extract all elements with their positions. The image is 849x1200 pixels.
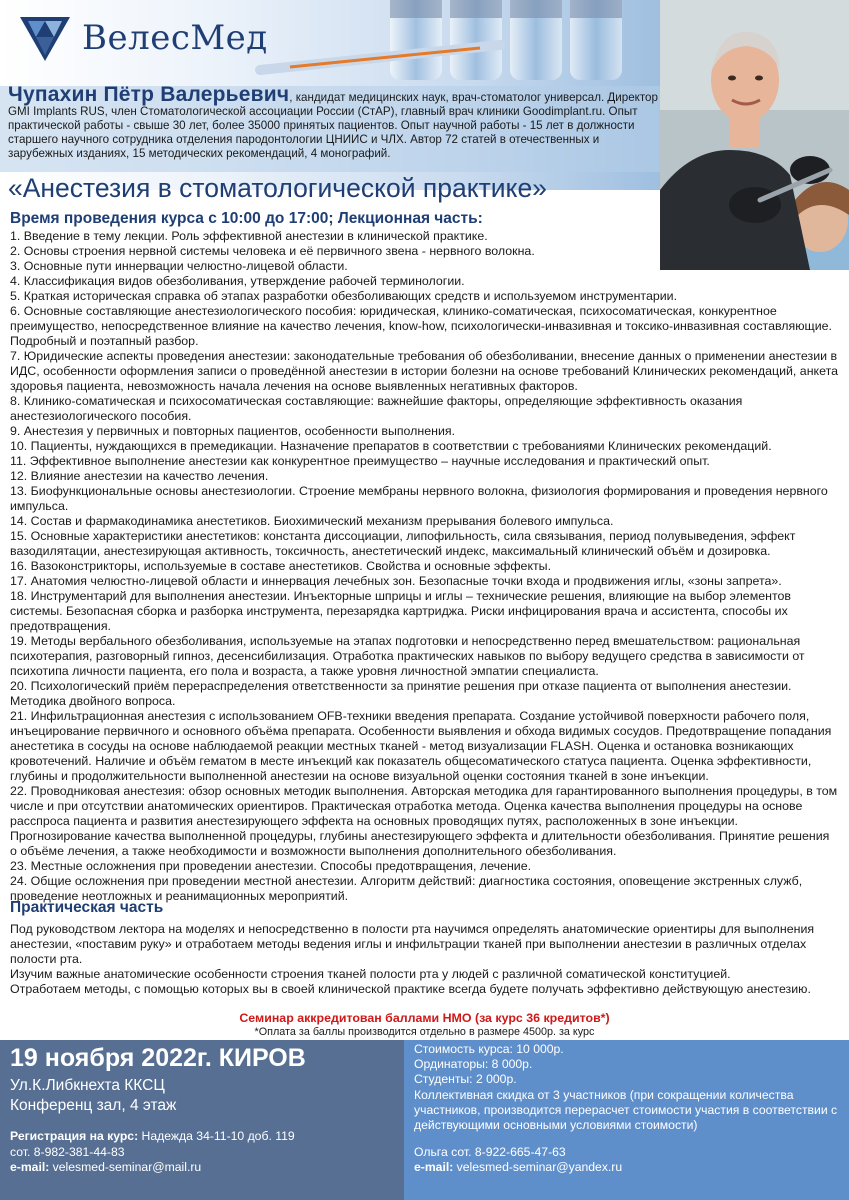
lecture-item: 17. Анатомия челюстно-лицевой области и иннервация лечебных зон. Безопасные точки входа и продвижения иглы, «зоны запрета».	[10, 574, 782, 588]
lecture-item: 22. Проводниковая анестезия: обзор основных методик выполнения. Авторская методика для гарантированного выполнения процедуры, в том числе и при отсутствии анатомических ориентиров. Практическая отработка метода. Оценка качества выполнения процедуры на основе расспроса пациента и развития анестезирующего эффекта на основных проводящих путях, расположенных в зоне инъекции. Прогнозирование качества выполненной процедуры, глубины анестезирующего эффекта и длительности обезболивания. Принятие решения о объёме лечения, а также необходимости и возможности выполнения дополнительного обезболивания.	[10, 784, 838, 858]
lecture-item: 16. Вазоконстрикторы, используемые в составе анестетиков. Свойства и основные эффекты.	[10, 559, 552, 573]
pricing-list	[414, 1042, 844, 1133]
lecture-item: 21. Инфильтрационная анестезия с использованием OFB-техники введения препарата. Создание устойчивой поверхности рабочего поля, инъецирование первичного и основного объёма препарата. Особенности выявления и обхода видимых сосудов. Предотвращение попадания анестетика в сосуды на основе наблюдаемой реакции местных тканей - метод визуализации FLASH. Оценка и остановка возникающих кровотечений. Наличие и объём гематом в месте инъекций как показатель общесоматического статуса пациента. Оценка эффективности, глубины и продолжительности выполненной анестезии на основе визуальной оценки состояния тканей в зоне инъекции.	[10, 709, 832, 783]
lecture-item: 8. Клинико-соматическая и психосоматическая составляющие: важнейшие факторы, определяющие эффективность оказания анестезиологического пособия.	[10, 394, 743, 423]
author-info	[8, 83, 658, 161]
practical-paragraph: Отработаем методы, с помощью которых вы в своей клинической практике всегда будете получать эффективно действующую анестезию.	[10, 982, 811, 996]
lecture-item: 10. Пациенты, нуждающихся в премедикации. Назначение препаратов в соответствии с требованиями Клинических рекомендаций.	[10, 439, 772, 453]
lecture-item: 19. Методы вербального обезболивания, используемые на этапах подготовки и непосредственно перед вмешательством: рациональная психотерапия, разговорный гипноз, десенсибилизация. Отработка практических навыков по выбору ведущего средства в зависимости от психотипа личности пациента, его пола и возраста, а также уровня личностной эмпатии специалиста.	[10, 634, 805, 678]
practical-paragraph: Изучим важные анатомические особенности строения тканей полости рта у людей с различной соматической конституцией.	[10, 967, 731, 981]
registration-phone: сот. 8-982-381-44-83	[10, 1145, 125, 1159]
lecture-list	[10, 229, 838, 904]
lecture-item: 14. Состав и фармакодинамика анестетиков. Биохимический механизм прерывания болевого импульса.	[10, 514, 614, 528]
accreditation-note: *Оплата за баллы производится отдельно в размере 4500р. за курс	[254, 1026, 595, 1038]
lecture-item: 6. Основные составляющие анестезиологического пособия: юридическая, клинико-соматическая, психосоматическая, конкурентное преимущество, непосредственное влияние на качество лечения, know-how, психологически-инвазивная и токсико-инвазивная составляющие. Подробный и поэтапный разбор.	[10, 304, 832, 348]
lecture-item: 24. Общие осложнения при проведении местной анестезии. Алгоритм действий: диагностика состояния, оповещение экстренных служб, проведение неотложных и реанимационных мероприятий.	[10, 874, 803, 903]
pricing-email-link[interactable]: velesmed-seminar@yandex.ru	[453, 1160, 623, 1174]
lecture-item: 1. Введение в тему лекции. Роль эффективной анестезии в клинической практике.	[10, 229, 488, 243]
registration-contact: Надежда 34-11-10 доб. 119	[138, 1129, 295, 1143]
syringe-icon	[250, 40, 510, 80]
lecture-item: 15. Основные характеристики анестетиков: константа диссоциации, липофильность, сила связывания, период полувыведения, эффект вазодилятации, анестезирующая активность, токсичность, анестетический индекс, максимальный клинический объём и дозировка.	[10, 529, 796, 558]
email-label: e-mail:	[10, 1160, 50, 1174]
author-name: Чупахин Пётр Валерьевич	[8, 83, 290, 106]
registration-label: Регистрация на курс:	[10, 1129, 139, 1143]
lecture-item: 3. Основные пути иннервации челюстно-лицевой области.	[10, 259, 348, 273]
group-discount: Коллективная скидка от 3 участников (при сокращении количества участников, производится перерасчет стоимости участия в соответствии с действующими основными условиями стоимости)	[414, 1087, 838, 1133]
practical-paragraph: Под руководством лектора на моделях и непосредственно в полости рта научимся определять анатомические ориентиры для выполнения анестезии, «поставим руку» и отработаем методы ведения иглы и инфильтрации тканей при выполнении анестезии в различных отделах полости рта.	[10, 922, 815, 966]
lecture-item: 5. Краткая историческая справка об этапах разработки обезболивающих средств и используемом инструментарии.	[10, 289, 678, 303]
logo	[18, 8, 268, 68]
logo-mark-icon	[18, 11, 72, 65]
registration-line	[10, 1129, 295, 1143]
lecture-item: 20. Психологический приём перераспределения ответственности за принятие решения при отказе пациента от выполнения анестезии. Методика двойного вопроса.	[10, 679, 792, 708]
price-students: Студенты: 2 000р.	[414, 1072, 517, 1087]
logo-text: ВелесМед	[82, 18, 268, 58]
event-hall: Конференц зал, 4 этаж	[10, 1097, 177, 1114]
lecture-item: 13. Биофункциональные основы анестезиологии. Строение мембраны нервного волокна, физиология формирования и проведения нервного импульса.	[10, 484, 828, 513]
lecture-item: 2. Основы строения нервной системы человека и её первичного звена - нервного волокна.	[10, 244, 535, 258]
practical-title: Практическая часть	[10, 899, 164, 916]
lecture-item: 18. Инструментарий для выполнения анестезии. Инъекторные шприцы и иглы – технические решения, влияющие на выбор элементов системы. Безопасная сборка и разборка инструмента, перезарядка картриджа. Риски инфицирования врача и ассистента, способы их предотвращения.	[10, 589, 791, 633]
email-link[interactable]: velesmed-seminar@mail.ru	[49, 1160, 202, 1174]
lecture-item: 4. Классификация видов обезболивания, утверждение рабочей терминологии.	[10, 274, 465, 288]
practical-text	[10, 922, 838, 997]
pricing-panel	[404, 1040, 849, 1200]
event-date-city: 19 ноября 2022г. КИРОВ	[10, 1044, 306, 1072]
author-bio: , кандидат медицинских наук, врач-стоматолог универсал. Директор GMI Implants RUS, член Стоматологической ассоциации России (СтАР), главный врач клиники Goodimplant.ru. Опыт практической работы - свыше 30 лет, более 35000 принятых пациентов. Опыт научной работы - 15 лет в должности старшего научного сотрудника отделения пародонтологии ЦНИИС и ЧЛХ. Автор 72 статей в отечественных и зарубежных изданиях, 15 методических рекомендаций, 4 монографий.	[8, 91, 658, 160]
registration-email-line	[10, 1160, 201, 1174]
price-residents: Ординаторы: 8 000р.	[414, 1057, 533, 1072]
pricing-email-line	[414, 1160, 844, 1175]
lecture-item: 23. Местные осложнения при проведении анестезии. Способы предотвращения, лечение.	[10, 859, 532, 873]
lecture-item: 12. Влияние анестезии на качество лечения.	[10, 469, 269, 483]
price-course: Стоимость курса: 10 000р.	[414, 1042, 564, 1056]
course-title: «Анестезия в стоматологической практике»	[8, 173, 547, 203]
event-address: Ул.К.Либкнехта ККСЦ	[10, 1077, 165, 1094]
course-schedule: Время проведения курса с 10:00 до 17:00; Лекционная часть:	[10, 210, 483, 227]
lecture-item: 9. Анестезия у первичных и повторных пациентов, особенности выполнения.	[10, 424, 456, 438]
event-info-panel	[0, 1040, 404, 1200]
pricing-contact: Ольга сот. 8-922-665-47-63	[414, 1145, 566, 1159]
accreditation-text: Семинар аккредитован баллами НМО (за курс 36 кредитов*)	[239, 1011, 610, 1025]
pricing-email-label: e-mail:	[414, 1160, 454, 1174]
lecture-item: 11. Эффективное выполнение анестезии как конкурентное преимущество – научные исследования и практический опыт.	[10, 454, 710, 468]
lecture-item: 7. Юридические аспекты проведения анестезии: законодательные требования об обезболивании, внесение данных о применении анестезии в ИДС, особенности оформления записи о проведённой анестезии в истории болезни на основе требований Клинических рекомендаций, анкета здоровья пациента, невозможность начала лечения на основе выявленных негативных факторов.	[10, 349, 839, 393]
